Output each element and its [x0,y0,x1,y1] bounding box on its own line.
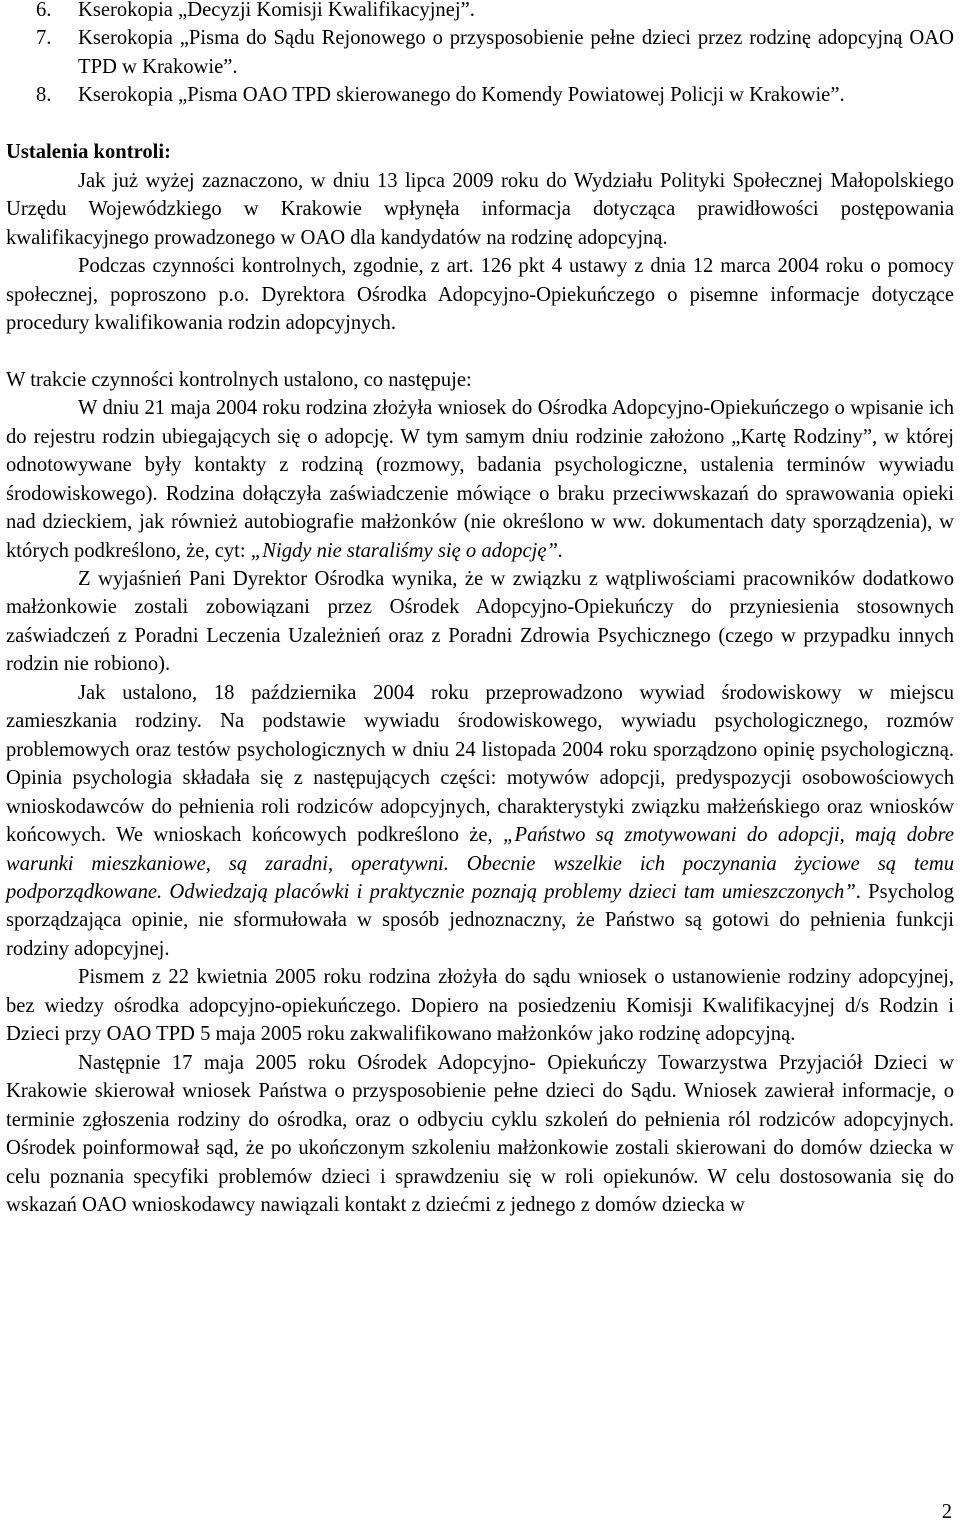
document-page [6,0,954,1219]
quote-text: „Nigdy nie staraliśmy się o adopcję”. [250,539,564,562]
list-item-text: Kserokopia „Pisma OAO TPD skierowanego do Komendy Powiatowej Policji w Krakowie”. [78,84,845,107]
list-item-text: Kserokopia „Pisma do Sądu Rejonowego o przysposobienie pełne dzieci przez rodzinę adopcyjną OAO TPD w Krakowie”. [78,27,954,78]
attachments-list [6,0,954,110]
intro-paragraph: Jak już wyżej zaznaczono, w dniu 13 lipca 2009 roku do Wydziału Polityki Społecznej Małopolskiego Urzędu Wojewódzkiego w Krakowie wpłynęła informacja dotycząca prawidłowości postępowania kwalifikacyjnego prowadzonego w OAO dla kandydatów na rodzinę adopcyjną. [6,169,954,249]
paragraph-gap [6,337,954,365]
list-item-number: 7. [36,27,52,50]
list-item [6,0,954,24]
findings-lead: W trakcie czynności kontrolnych ustalono, co następuje: [6,368,472,391]
intro-paragraph: Podczas czynności kontrolnych, zgodnie, z art. 126 pkt 4 ustawy z dnia 12 marca 2004 roku o pomocy społecznej, poproszono p.o. Dyrektora Ośrodka Adopcyjno-Opiekuńczego o pisemne informacje dotyczące procedury kwalifikowania rodzin adopcyjnych. [6,255,954,334]
body-paragraph: Następnie 17 maja 2005 roku Ośrodek Adopcyjno- Opiekuńczy Towarzystwa Przyjaciół Dzieci w Krakowie skierował wniosek Państwa o przysposobienie pełne dzieci do Sądu. Wniosek zawierał informacje, o terminie zgłoszenia rodziny do ośrodka, oraz o odbyciu cyklu szkoleń do pełnienia ról rodziców adopcyjnych. Ośrodek poinformował sąd, że po ukończonym szkoleniu małżonkowie zostali skierowani do domów dziecka w celu poznania specyfiki problemów dzieci i sprawdzeniu się w roli opiekunów. W celu dostosowania się do wskazań OAO wnioskodawcy nawiązali kontakt z dziećmi z jednego z domów dziecka w [6,1051,954,1216]
list-item-text: Kserokopia „Decyzji Komisji Kwalifikacyjnej”. [78,0,475,21]
paragraph-text: Jak ustalono, 18 października 2004 roku przeprowadzono wywiad środowiskowy w miejscu zamieszkania rodziny. Na podstawie wywiadu środowiskowego, wywiadu psychologicznego, rozmów problemowych oraz testów psychologicznych w dniu 24 listopada 2004 roku sporządzono opinię psychologiczną. Opinia psychologia składała się z następujących części: motywów adopcji, predyspozycji osobowościowych wnioskodawców do pełnienia roli rodziców adopcyjnych, charakterystyki związku małżeńskiego oraz wniosków końcowych. We wnioskach końcowych podkreślono że, [6,681,954,847]
list-item-number: 6. [36,0,52,21]
body-paragraph [6,679,954,964]
paragraph-text: W dniu 21 maja 2004 roku rodzina złożyła wniosek do Ośrodka Adopcyjno-Opiekuńczego o wpisanie ich do rejestru rodzin ubiegających się o adopcję. W tym samym dniu rodzinie założono „Kartę Rodziny”, w której odnotowywane były kontakty z rodziną (rozmowy, badania psychologiczne, ustalenia terminów wywiadu środowiskowego). Rodzina dołączyła zaświadczenie mówiące o braku przeciwwskazań do sprawowania opieki nad dzieckiem, jak również autobiografie małżonków (nie określono w ww. dokumentach daty sporządzenia), w których podkreślono, że, cyt: [6,397,954,562]
quote-text: „Państwo są zmotywowani do adopcji, mają dobre warunki mieszkaniowe, są zaradni, operatywni. Obecnie wszelkie ich poczynania życiowe są temu podporządkowane. Odwiedzają placówki i praktycznie poznają problemy dzieci tam umieszczonych” [6,824,954,904]
body-paragraph [6,394,954,565]
list-item [6,24,954,81]
list-item-number: 8. [36,84,52,107]
list-item [6,81,954,109]
section-title: Ustalenia kontroli: [6,141,171,164]
body-paragraph: Z wyjaśnień Pani Dyrektor Ośrodka wynika, że w związku z wątpliwościami pracowników dodatkowo małżonkowie zostali zobowiązani przez Ośrodek Adopcyjno-Opiekuńczy do przyniesienia stosownych zaświadczeń z Poradni Leczenia Uzależnień oraz z Poradni Zdrowia Psychicznego (czego w przypadku innych rodzin nie robiono). [6,568,954,676]
page-number: 2 [941,1501,952,1523]
body-paragraph: Pismem z 22 kwietnia 2005 roku rodzina złożyła do sądu wniosek o ustanowienie rodziny adopcyjnej, bez wiedzy ośrodka adopcyjno-opiekuńczego. Dopiero na posiedzeniu Komisji Kwalifikacyjnej d/s Rodzin i Dzieci przy OAO TPD 5 maja 2005 roku zakwalifikowano małżonków jako rodzinę adopcyjną. [6,966,954,1046]
paragraph-text: . Psycholog sporządzająca opinie, nie sformułowała w sposób jednoznaczny, że Państwo są gotowi do pełnienia funkcji rodziny adopcyjnej. [6,881,954,960]
